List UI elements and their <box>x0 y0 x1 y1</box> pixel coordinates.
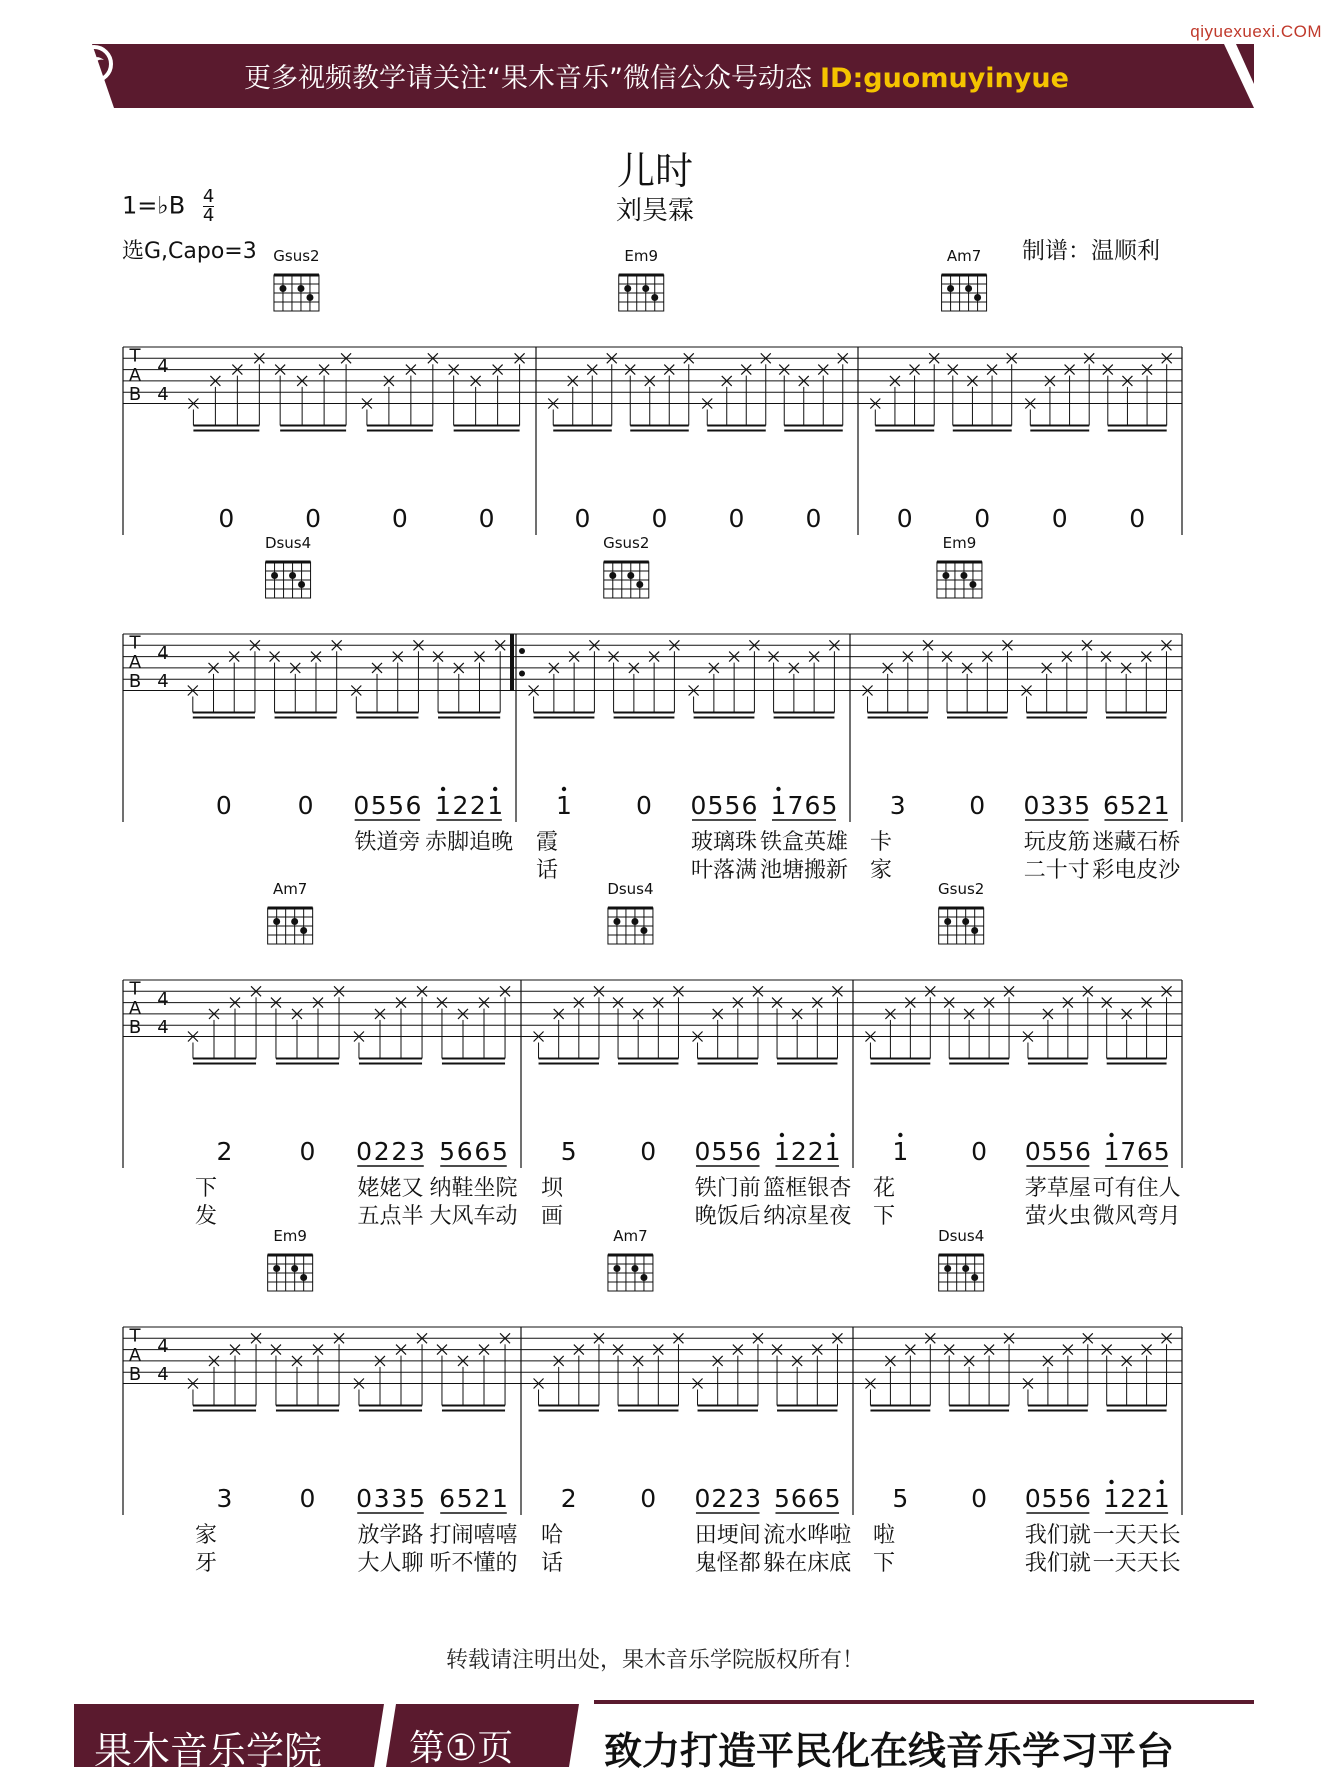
chord-diagram <box>268 880 313 944</box>
jianpu-note: 3 <box>373 1484 390 1513</box>
lyric-line <box>354 830 513 855</box>
lyric-text: 下 <box>195 1176 218 1201</box>
jianpu-note: 0 <box>356 1137 372 1166</box>
jianpu-note: 2 <box>1137 1484 1153 1513</box>
chord-dot <box>960 572 967 579</box>
chord-dot <box>300 927 307 934</box>
chord-diagram <box>608 1227 653 1291</box>
jianpu-note: 0 <box>651 504 668 533</box>
tab-letter-a: A <box>128 997 142 1019</box>
jianpu-measure <box>217 1137 508 1166</box>
chord-dot <box>962 1265 969 1272</box>
lyric-text: 躲在床底 <box>763 1551 852 1576</box>
lyric-line <box>870 858 1181 883</box>
chord-dot <box>291 918 298 925</box>
chord-name: Am7 <box>613 1227 648 1245</box>
chord-diagram <box>603 534 649 598</box>
jianpu-note: 0 <box>690 791 707 820</box>
tab-letter-b: B <box>128 671 142 693</box>
lyric-line <box>536 830 848 855</box>
lyric-text: 放学路 <box>357 1523 424 1548</box>
jianpu-note: 5 <box>1153 1137 1170 1166</box>
lyric-text: 我们就 <box>1024 1523 1091 1548</box>
chord-dot <box>279 285 286 292</box>
chord-name: Em9 <box>624 247 659 265</box>
tab-letter-a: A <box>128 1344 142 1366</box>
lyric-text: 啦 <box>873 1523 896 1548</box>
lyric-line <box>873 1551 1181 1576</box>
chord-name: Am7 <box>272 880 308 898</box>
tab-letter-t: T <box>129 345 141 367</box>
jianpu-note: 0 <box>1129 504 1146 533</box>
jianpu-note: 5 <box>409 1484 425 1513</box>
footer-bar <box>74 1690 1254 1773</box>
chord-dot <box>947 285 954 292</box>
lyric-text: 花 <box>873 1176 896 1201</box>
chord-name: Gsus2 <box>938 880 985 898</box>
jianpu-note: 5 <box>1058 1137 1075 1166</box>
lyric-text: 一天天长 <box>1092 1551 1181 1576</box>
lyric-text: 姥姥又 <box>357 1176 424 1201</box>
footer-slogan: 致力打造平民化在线音乐学习平台 <box>604 1729 1175 1773</box>
jianpu-note: 5 <box>892 1484 909 1513</box>
lyric-text: 一天天长 <box>1092 1523 1181 1548</box>
capo-info: 选G,Capo=3 <box>122 239 257 264</box>
jianpu-note: 5 <box>439 1137 455 1166</box>
lyric-text: 下 <box>873 1204 896 1229</box>
jianpu-note: 0 <box>969 791 986 820</box>
lyric-text: 霞 <box>536 830 559 855</box>
chord-dot <box>609 572 616 579</box>
jianpu-note: 0 <box>297 791 314 820</box>
repeat-dot <box>519 671 525 677</box>
high-octave-dot <box>830 1133 834 1137</box>
lyric-text: 家 <box>195 1523 218 1548</box>
lyric-line <box>195 1204 518 1229</box>
chord-diagram <box>265 534 311 598</box>
lyric-line <box>536 858 848 883</box>
lyric-text: 叶落满 <box>690 858 758 883</box>
chord-name: Dsus4 <box>938 1227 985 1245</box>
jianpu-note: 0 <box>971 1137 988 1166</box>
jianpu-note: 2 <box>711 1484 728 1513</box>
jianpu-measure <box>575 504 822 533</box>
chord-diagram <box>937 534 982 598</box>
chord-name: Am7 <box>946 247 982 265</box>
jianpu-note: 0 <box>299 1137 316 1166</box>
chord-dot <box>971 1274 978 1281</box>
tab-letter-t: T <box>129 1325 141 1347</box>
jianpu-note: 3 <box>409 1137 425 1166</box>
jianpu-note: 0 <box>896 504 913 533</box>
song-title: 儿时 <box>616 149 693 193</box>
chord-dot <box>969 581 976 588</box>
jianpu-note: 0 <box>1024 1137 1041 1166</box>
jianpu-note: 6 <box>439 1484 455 1513</box>
lyric-text: 我们就 <box>1024 1551 1091 1576</box>
lyric-line <box>541 1523 851 1548</box>
jianpu-note: 0 <box>299 1484 316 1513</box>
lyric-text: 玻璃珠 <box>690 830 758 855</box>
jianpu-note: 2 <box>391 1137 408 1166</box>
jianpu-note: 6 <box>405 791 422 820</box>
lyric-text: 家 <box>870 858 893 883</box>
lyric-line <box>541 1204 851 1229</box>
chord-diagram <box>273 247 319 311</box>
lyric-text: 彩电皮沙 <box>1092 858 1181 883</box>
lyric-text: 流水哗啦 <box>763 1523 852 1548</box>
lyric-text: 大人聊 <box>357 1551 424 1576</box>
chord-diagram <box>268 1227 313 1291</box>
chord-dot <box>273 918 280 925</box>
lyric-text: 二十寸 <box>1023 858 1090 883</box>
jianpu-note: 7 <box>1120 1137 1137 1166</box>
chord-dot <box>297 285 304 292</box>
chord-dot <box>631 918 638 925</box>
high-octave-dot <box>493 787 497 791</box>
banner-wechat-id: ID:guomuyinyue <box>819 63 1069 94</box>
jianpu-note: 6 <box>474 1137 491 1166</box>
jianpu-note: 6 <box>1102 791 1119 820</box>
staff-system <box>123 880 1182 1229</box>
chord-diagram <box>619 247 664 311</box>
chord-dot <box>624 285 631 292</box>
lyric-text: 铁道旁 <box>354 830 421 855</box>
chord-dot <box>944 1265 951 1272</box>
jianpu-note: 0 <box>356 1484 372 1513</box>
chord-name: Dsus4 <box>264 534 312 552</box>
jianpu-measure <box>218 504 494 533</box>
lyric-text: 话 <box>541 1551 564 1576</box>
lyric-text: 坝 <box>541 1176 564 1201</box>
jianpu-note: 6 <box>790 1484 807 1513</box>
jianpu-note: 5 <box>1041 1137 1058 1166</box>
jianpu-note: 2 <box>474 1484 491 1513</box>
lyric-text: 画 <box>541 1204 564 1229</box>
jianpu-note: 3 <box>889 791 906 820</box>
chord-name: Em9 <box>273 1227 307 1245</box>
jianpu-measure <box>217 1484 508 1513</box>
lyric-text: 可有住人 <box>1092 1176 1181 1201</box>
jianpu-note: 7 <box>787 791 804 820</box>
jianpu-measure <box>561 1484 841 1513</box>
jianpu-note: 3 <box>1057 791 1074 820</box>
jianpu-note: 1 <box>1103 1137 1120 1166</box>
lyric-text: 鬼怪都 <box>694 1551 761 1576</box>
jianpu-note: 5 <box>370 791 387 820</box>
jianpu-note: 2 <box>1136 791 1153 820</box>
high-octave-dot <box>780 1133 784 1137</box>
chord-name: Em9 <box>942 534 977 552</box>
jianpu-note: 2 <box>560 1484 577 1513</box>
lyric-line <box>873 1176 1181 1201</box>
jianpu-measure <box>216 787 503 820</box>
lyric-line <box>195 1523 518 1548</box>
staff-system <box>123 247 1182 535</box>
jianpu-note: 0 <box>391 504 408 533</box>
tab-letter-b: B <box>128 384 142 406</box>
lyric-text: 下 <box>873 1551 896 1576</box>
jianpu-note: 2 <box>216 1137 233 1166</box>
jianpu-note: 1 <box>1153 791 1170 820</box>
lyric-text: 微风弯月 <box>1092 1204 1181 1229</box>
tab-time-num: 4 <box>157 355 169 377</box>
high-octave-dot <box>776 787 780 791</box>
chord-dot <box>942 572 949 579</box>
chord-dot <box>640 1274 647 1281</box>
jianpu-note: 1 <box>435 791 452 820</box>
jianpu-note: 5 <box>560 1137 577 1166</box>
time-denominator: 4 <box>202 205 215 226</box>
jianpu-note: 5 <box>388 791 405 820</box>
lyric-text: 卡 <box>870 830 893 855</box>
jianpu-note: 0 <box>640 1484 657 1513</box>
chord-name: Gsus2 <box>273 247 320 265</box>
tab-letter-b: B <box>128 1017 142 1039</box>
song-artist: 刘昊霖 <box>615 196 694 226</box>
chord-dot <box>962 918 969 925</box>
chord-dot <box>944 918 951 925</box>
jianpu-measure <box>890 791 1170 820</box>
jianpu-note: 6 <box>745 1137 762 1166</box>
high-octave-dot <box>1109 1133 1113 1137</box>
chord-dot <box>651 294 658 301</box>
jianpu-note: 6 <box>1137 1137 1153 1166</box>
lyric-line <box>873 1204 1181 1229</box>
lyric-text: 铁门前 <box>694 1176 761 1201</box>
jianpu-note: 1 <box>492 1484 508 1513</box>
jianpu-note: 1 <box>487 791 504 820</box>
tab-time-den: 4 <box>157 1017 169 1039</box>
lyric-text: 话 <box>536 858 559 883</box>
jianpu-note: 0 <box>1023 791 1040 820</box>
tab-letter-t: T <box>129 632 141 654</box>
jianpu-measure <box>897 504 1145 533</box>
jianpu-note: 5 <box>1074 791 1091 820</box>
chord-dot <box>640 927 647 934</box>
lyric-text: 茅草屋 <box>1024 1176 1091 1201</box>
jianpu-note: 2 <box>1120 1484 1137 1513</box>
jianpu-note: 6 <box>1075 1484 1091 1513</box>
lyric-text: 篮框银杏 <box>763 1176 852 1201</box>
high-octave-dot <box>441 787 445 791</box>
lyric-text: 纳鞋坐院 <box>429 1176 518 1201</box>
jianpu-note: 0 <box>971 1484 988 1513</box>
chord-name: Gsus2 <box>603 534 650 552</box>
high-octave-dot <box>1109 1480 1113 1484</box>
lyric-text: 听不懂的 <box>429 1551 518 1576</box>
jianpu-note: 5 <box>492 1137 508 1166</box>
chord-dot <box>974 294 981 301</box>
jianpu-note: 5 <box>724 791 741 820</box>
staff-system <box>123 1227 1182 1576</box>
jianpu-measure <box>892 1133 1169 1166</box>
jianpu-note: 2 <box>452 791 469 820</box>
jianpu-note: 3 <box>216 1484 233 1513</box>
lyric-text: 迷藏石桥 <box>1092 830 1181 855</box>
chord-dot <box>613 1265 620 1272</box>
jianpu-note: 6 <box>456 1137 473 1166</box>
jianpu-note: 1 <box>892 1137 909 1166</box>
jianpu-note: 1 <box>1103 1484 1120 1513</box>
jianpu-note: 0 <box>694 1137 711 1166</box>
jianpu-note: 0 <box>636 791 652 820</box>
time-numerator: 4 <box>202 186 215 207</box>
chord-dot <box>271 572 278 579</box>
chord-diagram <box>607 880 653 944</box>
high-octave-dot <box>562 787 566 791</box>
lyric-text: 池塘搬新 <box>759 858 849 883</box>
jianpu-note: 0 <box>305 504 322 533</box>
jianpu-note: 2 <box>807 1137 824 1166</box>
jianpu-note: 0 <box>218 504 235 533</box>
lyric-text: 赤脚追晚 <box>425 830 514 855</box>
lyric-line <box>195 1176 518 1201</box>
tab-time-num: 4 <box>157 1335 169 1357</box>
copyright-notice: 转载请注明出处，果木音乐学院版权所有！ <box>445 1648 864 1673</box>
lyric-text: 纳凉星夜 <box>763 1204 852 1229</box>
jianpu-note: 0 <box>574 504 591 533</box>
chord-dot <box>636 581 643 588</box>
jianpu-note: 2 <box>790 1137 807 1166</box>
footer-school-name: 果木音乐学院 <box>94 1729 323 1773</box>
jianpu-note: 0 <box>478 504 495 533</box>
tab-time-num: 4 <box>157 642 169 664</box>
jianpu-note: 5 <box>773 1484 790 1513</box>
tab-letter-b: B <box>128 1364 142 1386</box>
jianpu-note: 2 <box>469 791 486 820</box>
high-octave-dot <box>898 1133 902 1137</box>
lyric-text: 打闹嘻嘻 <box>429 1523 518 1548</box>
lyric-text: 哈 <box>541 1523 564 1548</box>
jianpu-note: 5 <box>1041 1484 1058 1513</box>
chord-dot <box>971 927 978 934</box>
lyric-line <box>541 1176 851 1201</box>
lyric-text: 玩皮筋 <box>1023 830 1090 855</box>
site-watermark: qiyuexuexi.COM <box>1190 22 1322 41</box>
chord-dot <box>627 572 634 579</box>
jianpu-note: 5 <box>824 1484 841 1513</box>
jianpu-note: 3 <box>1040 791 1057 820</box>
jianpu-note: 1 <box>770 791 787 820</box>
jianpu-note: 3 <box>745 1484 762 1513</box>
arranger-credit: 制谱：温顺利 <box>1022 238 1160 264</box>
jianpu-note: 5 <box>1119 791 1136 820</box>
lyric-line <box>541 1551 851 1576</box>
jianpu-note: 3 <box>391 1484 408 1513</box>
lyric-text: 铁盒英雄 <box>759 830 849 855</box>
jianpu-note: 0 <box>728 504 745 533</box>
jianpu-note: 5 <box>456 1484 473 1513</box>
jianpu-note: 5 <box>821 791 838 820</box>
staff-system <box>123 534 1182 883</box>
jianpu-measure <box>561 1133 841 1166</box>
jianpu-note: 5 <box>711 1137 728 1166</box>
tab-time-num: 4 <box>157 988 169 1010</box>
jianpu-note: 1 <box>824 1137 841 1166</box>
tab-time-den: 4 <box>157 1364 169 1386</box>
high-octave-dot <box>1160 1480 1164 1484</box>
jianpu-measure <box>892 1480 1169 1513</box>
lyric-text: 发 <box>195 1204 218 1229</box>
jianpu-note: 6 <box>741 791 758 820</box>
lyric-line <box>195 1551 518 1576</box>
jianpu-note: 6 <box>804 791 821 820</box>
jianpu-note: 5 <box>728 1137 745 1166</box>
jianpu-measure <box>556 787 837 820</box>
jianpu-note: 0 <box>353 791 370 820</box>
chord-dot <box>965 285 972 292</box>
jianpu-note: 2 <box>728 1484 745 1513</box>
chord-name: Dsus4 <box>607 880 654 898</box>
jianpu-note: 1 <box>1153 1484 1170 1513</box>
lyric-text: 田埂间 <box>694 1523 761 1548</box>
chord-dot <box>291 1265 298 1272</box>
jianpu-note: 0 <box>640 1137 657 1166</box>
chord-dot <box>289 572 296 579</box>
tab-letter-t: T <box>129 978 141 1000</box>
jianpu-note: 0 <box>805 504 822 533</box>
chord-dot <box>273 1265 280 1272</box>
lyric-line <box>870 830 1180 855</box>
chord-diagram <box>942 247 987 311</box>
chord-diagram <box>938 880 984 944</box>
jianpu-note: 5 <box>707 791 724 820</box>
jianpu-note: 5 <box>1058 1484 1075 1513</box>
chord-dot <box>613 918 620 925</box>
lyric-text: 萤火虫 <box>1024 1204 1091 1229</box>
tab-letter-a: A <box>128 651 142 673</box>
jianpu-note: 0 <box>1024 1484 1041 1513</box>
repeat-dot <box>519 648 525 654</box>
chord-dot <box>300 1274 307 1281</box>
jianpu-note: 2 <box>373 1137 390 1166</box>
key-value: 1=♭B <box>122 191 186 220</box>
tab-time-den: 4 <box>157 384 169 406</box>
chord-diagram <box>938 1227 984 1291</box>
chord-dot <box>642 285 649 292</box>
jianpu-note: 6 <box>1075 1137 1091 1166</box>
jianpu-note: 0 <box>215 791 232 820</box>
tab-letter-a: A <box>128 364 142 386</box>
tab-time-den: 4 <box>157 671 169 693</box>
footer-page-number: 第①页 <box>409 1728 514 1769</box>
jianpu-note: 0 <box>1051 504 1068 533</box>
jianpu-note: 6 <box>807 1484 824 1513</box>
lyric-text: 五点半 <box>357 1204 424 1229</box>
lyric-text: 牙 <box>195 1551 218 1576</box>
chord-dot <box>306 294 313 301</box>
chord-dot <box>298 581 305 588</box>
jianpu-note: 0 <box>694 1484 711 1513</box>
chord-dot <box>631 1265 638 1272</box>
lyric-line <box>873 1523 1181 1548</box>
lyric-text: 大风车动 <box>429 1204 518 1229</box>
jianpu-note: 1 <box>556 791 572 820</box>
jianpu-note: 1 <box>773 1137 790 1166</box>
banner-message: 更多视频教学请关注“果木音乐”微信公众号动态 <box>244 63 812 94</box>
jianpu-note: 0 <box>974 504 991 533</box>
lyric-text: 晚饭后 <box>694 1204 761 1229</box>
